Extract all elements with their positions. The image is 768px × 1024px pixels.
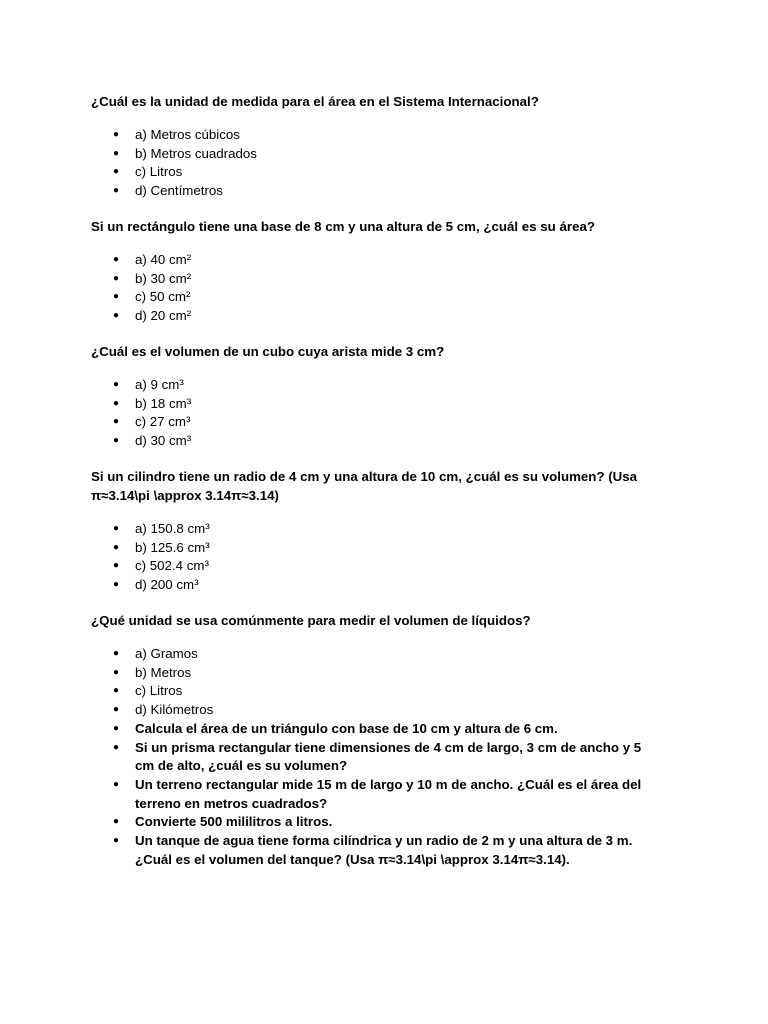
exercise-line: Convierte 500 mililitros a litros. xyxy=(135,814,333,830)
bullet-icon: ● xyxy=(113,835,120,847)
options-3 xyxy=(91,376,671,451)
question-4 xyxy=(91,467,671,505)
option xyxy=(91,520,671,539)
option xyxy=(91,376,671,395)
option xyxy=(91,251,671,270)
bullet-icon: ● xyxy=(113,291,120,303)
option-label: d) Centímetros xyxy=(135,183,223,199)
exercise-line: cm de alto, ¿cuál es su volumen? xyxy=(135,758,348,774)
options-5 xyxy=(91,645,671,869)
option xyxy=(91,539,671,558)
bullet-icon: ● xyxy=(113,560,120,572)
option xyxy=(91,432,671,451)
options-4 xyxy=(91,520,671,595)
option-label: a) Metros cúbicos xyxy=(135,127,240,142)
bullet-icon: ● xyxy=(113,778,120,790)
bullet-icon: ● xyxy=(113,416,120,428)
option xyxy=(91,163,671,182)
option-label: c) 27 cm³ xyxy=(135,414,191,430)
option-label: d) 20 cm² xyxy=(135,308,192,324)
option xyxy=(91,126,671,145)
bullet-icon: ● xyxy=(113,722,120,734)
option xyxy=(91,645,671,664)
exercise-item xyxy=(91,776,671,813)
bullet-icon: ● xyxy=(113,166,120,178)
exercise-item xyxy=(91,832,671,869)
bullet-icon: ● xyxy=(113,666,120,678)
option-label: b) 125.6 cm³ xyxy=(135,539,210,555)
option-label: c) Litros xyxy=(135,164,183,180)
options-2 xyxy=(91,251,671,326)
option xyxy=(91,395,671,414)
option-label: a) 9 cm³ xyxy=(135,377,184,392)
exercise-line: Si un prisma rectangular tiene dimensiones de 4 cm de largo, 3 cm de ancho y 5 xyxy=(135,739,642,755)
exercise-line: terreno en metros cuadrados? xyxy=(135,795,328,811)
bullet-icon: ● xyxy=(113,379,120,390)
option-label: c) 502.4 cm³ xyxy=(135,558,209,574)
question-1: ¿Cuál es la unidad de medida para el área en el Sistema Internacional? xyxy=(91,94,539,109)
option-label: a) Gramos xyxy=(135,646,198,661)
question-2: Si un rectángulo tiene una base de 8 cm y una altura de 5 cm, ¿cuál es su área? xyxy=(91,219,595,234)
bullet-icon: ● xyxy=(113,541,120,553)
bullet-icon: ● xyxy=(113,435,120,447)
option xyxy=(91,557,671,576)
exercise-item xyxy=(91,720,671,739)
bullet-icon: ● xyxy=(113,147,120,159)
question-4-line-1: Si un cilindro tiene un radio de 4 cm y una altura de 10 cm, ¿cuál es su volumen? (Usa xyxy=(91,469,638,484)
exercise-line: Un terreno rectangular mide 15 m de largo y 10 m de ancho. ¿Cuál es el área del xyxy=(135,776,642,792)
option xyxy=(91,701,671,720)
option-label: d) Kilómetros xyxy=(135,702,214,718)
bullet-icon: ● xyxy=(113,397,120,409)
bullet-icon: ● xyxy=(113,816,120,828)
option-label: a) 40 cm² xyxy=(135,252,192,267)
bullet-icon: ● xyxy=(113,741,120,753)
bullet-icon: ● xyxy=(113,185,120,197)
bullet-icon: ● xyxy=(113,254,120,265)
option-label: b) 30 cm² xyxy=(135,270,192,286)
option-label: b) Metros cuadrados xyxy=(135,145,257,161)
bullet-icon: ● xyxy=(113,704,120,716)
question-4-line-2: π≈3.14\pi \approx 3.14π≈3.14) xyxy=(91,488,279,503)
bullet-icon: ● xyxy=(113,685,120,697)
option xyxy=(91,288,671,307)
option-label: b) Metros xyxy=(135,664,192,680)
option xyxy=(91,576,671,595)
option xyxy=(91,182,671,201)
exercise-line: ¿Cuál es el volumen del tanque? (Usa π≈3.14\pi \approx 3.14π≈3.14). xyxy=(135,851,570,867)
option xyxy=(91,682,671,701)
option-label: a) 150.8 cm³ xyxy=(135,521,210,536)
option-label: c) 50 cm² xyxy=(135,289,191,305)
exercise-item xyxy=(91,739,671,776)
option xyxy=(91,413,671,432)
option xyxy=(91,270,671,289)
exercise-item xyxy=(91,813,671,832)
bullet-icon: ● xyxy=(113,129,120,140)
exercise-line: Un tanque de agua tiene forma cilíndrica y un radio de 2 m y una altura de 3 m. xyxy=(135,833,633,849)
exercise-line: Calcula el área de un triángulo con base de 10 cm y altura de 6 cm. xyxy=(135,720,558,736)
option xyxy=(91,307,671,326)
option xyxy=(91,145,671,164)
option-label: d) 30 cm³ xyxy=(135,433,192,449)
option xyxy=(91,664,671,683)
question-3: ¿Cuál es el volumen de un cubo cuya arista mide 3 cm? xyxy=(91,344,445,359)
bullet-icon: ● xyxy=(113,523,120,534)
bullet-icon: ● xyxy=(113,310,120,322)
bullet-icon: ● xyxy=(113,579,120,591)
options-1 xyxy=(91,126,671,201)
option-label: d) 200 cm³ xyxy=(135,577,199,593)
bullet-icon: ● xyxy=(113,648,120,659)
bullet-icon: ● xyxy=(113,272,120,284)
question-5: ¿Qué unidad se usa comúnmente para medir el volumen de líquidos? xyxy=(91,613,531,628)
option-label: b) 18 cm³ xyxy=(135,395,192,411)
option-label: c) Litros xyxy=(135,683,183,699)
